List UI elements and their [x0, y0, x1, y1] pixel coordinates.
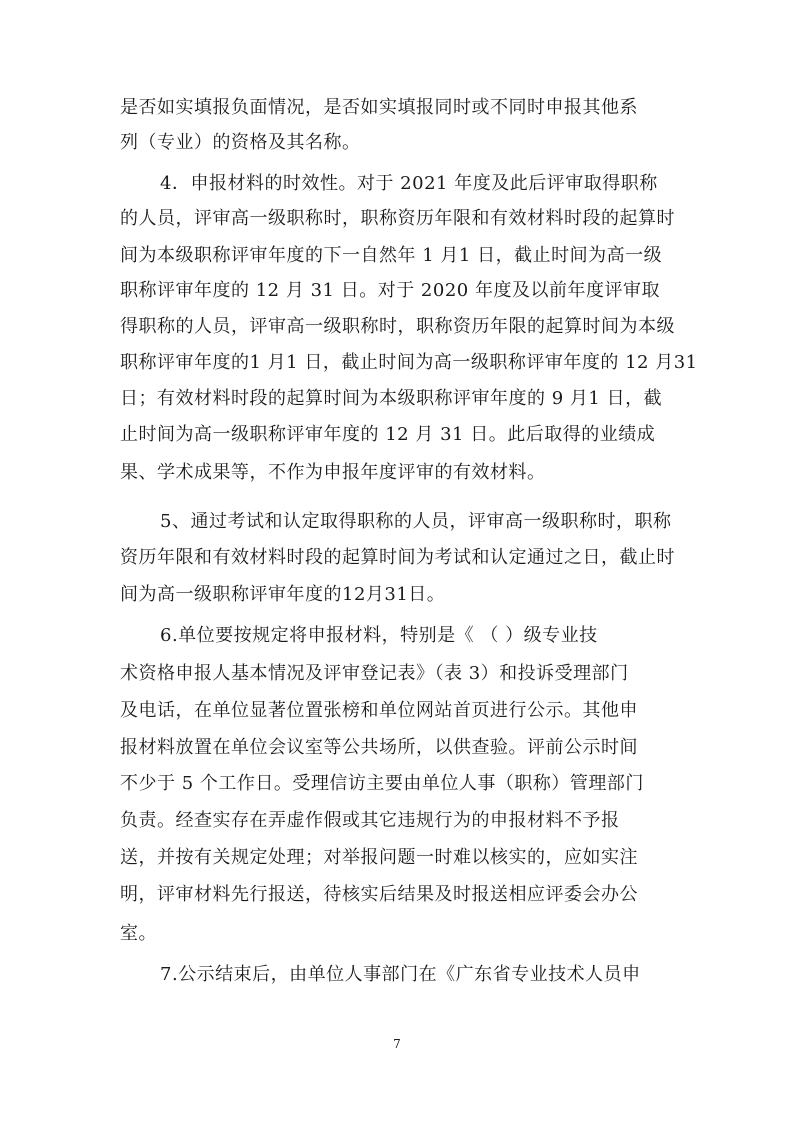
text-line: 日；有效材料时段的起算时间为本级职称评审年度的 9 月1 日，截	[120, 388, 663, 409]
text-line: 室。	[120, 923, 157, 944]
page-number: 7	[393, 1037, 401, 1051]
text-line: 列（专业）的资格及其名称。	[120, 132, 361, 153]
text-line: 6.单位要按规定将申报材料，特别是《 （ ）级专业技	[160, 625, 598, 646]
text-line: 是否如实填报负面情况，是否如实填报同时或不同时申报其他系	[120, 97, 638, 118]
text-line: 及电话，在单位显著位置张榜和单位网站首页进行公示。其他申	[120, 700, 638, 721]
text-line: 职称评审年度的 12 月 31 日。对于 2020 年度及以前年度评审取	[120, 280, 660, 301]
text-line: 果、学术成果等，不作为申报年度评审的有效材料。	[120, 462, 546, 483]
text-line: 送，并按有关规定处理；对举报问题一时难以核实的，应如实注	[120, 847, 638, 868]
text-line: 负责。经查实存在弄虚作假或其它违规行为的申报材料不予报	[120, 810, 620, 831]
text-line: 职称评审年度的1 月1 日，截止时间为高一级职称评审年度的 12 月31	[120, 352, 698, 373]
text-line: 4．申报材料的时效性。对于 2021 年度及此后评审取得职称	[160, 173, 658, 194]
text-line: 明，评审材料先行报送，待核实后结果及时报送相应评委会办公	[120, 884, 638, 905]
text-line: 术资格申报人基本情况及评审登记表》（表 3）和投诉受理部门	[120, 663, 629, 684]
text-line: 间为本级职称评审年度的下一自然年 1 月1 日，截止时间为高一级	[120, 245, 663, 266]
text-line: 报材料放置在单位会议室等公共场所，以供查验。评前公示时间	[120, 737, 638, 758]
text-line: 5、通过考试和认定取得职称的人员，评审高一级职称时，职称	[160, 511, 672, 532]
text-line: 不少于 5 个工作日。受理信访主要由单位人事（职称）管理部门	[120, 773, 644, 794]
text-line: 止时间为高一级职称评审年度的 12 月 31 日。此后取得的业绩成	[120, 424, 656, 445]
text-line: 7.公示结束后，由单位人事部门在《广东省专业技术人员申	[160, 964, 641, 985]
text-line: 得职称的人员，评审高一级职称时，职称资历年限的起算时间为本级	[120, 316, 675, 337]
text-line: 资历年限和有效材料时段的起算时间为考试和认定通过之日，截止时	[120, 547, 675, 568]
text-line: 间为高一级职称评审年度的12月31日。	[120, 584, 446, 605]
text-line: 的人员，评审高一级职称时，职称资历年限和有效材料时段的起算时	[120, 208, 675, 229]
